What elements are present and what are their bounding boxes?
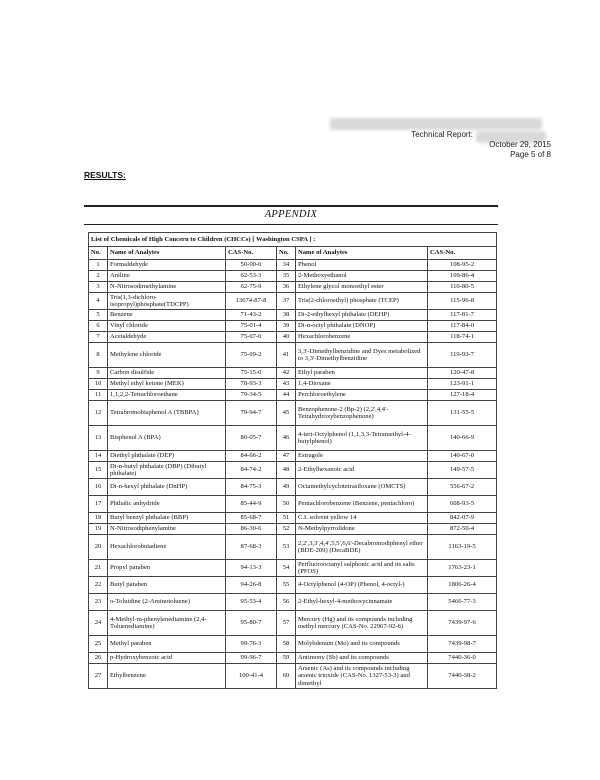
table-row (89, 426, 497, 451)
row-number: 14 (89, 451, 108, 462)
cas-number: 120-47-8 (428, 368, 497, 379)
cas-number: 95-80-7 (226, 611, 277, 636)
analyte-name: 1,1,2,2-Tetrachloroethane (108, 390, 226, 401)
row-number: 4 (89, 293, 108, 310)
analyte-name: Hexachlorobutadiene (108, 535, 226, 560)
row-number: 36 (277, 282, 296, 293)
row-number: 60 (277, 664, 296, 689)
cas-number: 117-81-7 (428, 310, 497, 321)
report-header (411, 130, 551, 160)
table-row (89, 390, 497, 401)
row-number: 6 (89, 321, 108, 332)
cas-number: 7439-98-7 (428, 636, 497, 653)
appendix-rule (84, 224, 498, 225)
header-cas: CAS-No. (428, 247, 497, 260)
table-row (89, 653, 497, 664)
row-number: 50 (277, 496, 296, 513)
table-row (89, 664, 497, 689)
table-body (89, 260, 497, 689)
report-label: Technical Report: (411, 130, 473, 139)
cas-number: 1763-23-1 (428, 560, 497, 577)
header-name: Name of Analytes (108, 247, 226, 260)
cas-number: 7439-97-6 (428, 611, 497, 636)
row-number: 22 (89, 577, 108, 594)
cas-number: 75-15-0 (226, 368, 277, 379)
analyte-name: Mercury (Hg) and its compounds including methyl mercury (CAS-No. 22967-92-6) (296, 611, 428, 636)
cas-number: 99-76-3 (226, 636, 277, 653)
row-number: 34 (277, 260, 296, 271)
analyte-name: Methylene chloride (108, 343, 226, 368)
cas-number: 109-86-4 (428, 271, 497, 282)
analyte-name: o-Toluidine (2-Aminotoluene) (108, 594, 226, 611)
row-number: 11 (89, 390, 108, 401)
analyte-name: C.I. solvent yellow 14 (296, 513, 428, 524)
cas-number: 80-05-7 (226, 426, 277, 451)
cas-number: 85-68-7 (226, 513, 277, 524)
analyte-name: Ethyl paraben (296, 368, 428, 379)
results-heading: RESULTS: (84, 170, 126, 180)
cas-number: 86-30-6 (226, 524, 277, 535)
table-row (89, 260, 497, 271)
cas-number: 84-75-3 (226, 479, 277, 496)
analyte-name: Ethylene glycol monoethyl ester (296, 282, 428, 293)
row-number: 40 (277, 332, 296, 343)
cas-number: 118-74-1 (428, 332, 497, 343)
table-row (89, 636, 497, 653)
row-number: 19 (89, 524, 108, 535)
analyte-name: Butyl benzyl phthalate (BBP) (108, 513, 226, 524)
table-row (89, 321, 497, 332)
analyte-name: Tris(2-chloroethyl) phosphate (TCEP) (296, 293, 428, 310)
analyte-name: Tris(1,3-dichloro-isopropyl)phosphate(TDCPP) (108, 293, 226, 310)
row-number: 13 (89, 426, 108, 451)
header-name: Name of Analytes (296, 247, 428, 260)
cas-number: 79-94-7 (226, 401, 277, 426)
cas-number: 62-75-9 (226, 282, 277, 293)
analyte-name: Acetaldehyde (108, 332, 226, 343)
row-number: 48 (277, 462, 296, 479)
appendix-title: APPENDIX (264, 209, 318, 220)
table-row (89, 513, 497, 524)
cas-number: 84-66-2 (226, 451, 277, 462)
cas-number: 84-74-2 (226, 462, 277, 479)
row-number: 27 (89, 664, 108, 689)
row-number: 46 (277, 426, 296, 451)
cas-number: 119-93-7 (428, 343, 497, 368)
analyte-name: Benzene (108, 310, 226, 321)
analyte-name: Methyl paraben (108, 636, 226, 653)
analyte-name: Molybdenum (Mo) and its compounds (296, 636, 428, 653)
table-row (89, 496, 497, 513)
report-date: October 29, 2015 (489, 140, 551, 149)
analyte-name: Vinyl chloride (108, 321, 226, 332)
row-number: 16 (89, 479, 108, 496)
analyte-name: Hexachlorobenzene (296, 332, 428, 343)
table-header-row (89, 247, 497, 260)
row-number: 44 (277, 390, 296, 401)
row-number: 12 (89, 401, 108, 426)
row-number: 39 (277, 321, 296, 332)
table-row (89, 611, 497, 636)
analyte-name: Estragole (296, 451, 428, 462)
table-row (89, 343, 497, 368)
redacted-text (330, 118, 542, 130)
header-no: No. (89, 247, 108, 260)
row-number: 3 (89, 282, 108, 293)
analyte-name: Octamethylcyclotetrasiloxane (OMCTS) (296, 479, 428, 496)
page-number: Page 5 of 8 (510, 150, 551, 159)
cas-number: 95-53-4 (226, 594, 277, 611)
analyte-name: 2,2',3,3',4,4',5,5',6,6'-Decabromodiphenyl ether (BDE-209) (DecaBDE) (296, 535, 428, 560)
cas-number: 115-96-8 (428, 293, 497, 310)
cas-number: 71-43-2 (226, 310, 277, 321)
analyte-name: 3,3'-Dimethylbenzidine and Dyes metabolized to 3,3'-Dimethylbenzidine (296, 343, 428, 368)
row-number: 38 (277, 310, 296, 321)
analyte-name: Tetrabromobisphenol A (TBBPA) (108, 401, 226, 426)
table-row (89, 332, 497, 343)
table-row (89, 401, 497, 426)
cas-number: 1806-26-4 (428, 577, 497, 594)
cas-number: 5466-77-3 (428, 594, 497, 611)
row-number: 35 (277, 271, 296, 282)
analyte-name: Phenol (296, 260, 428, 271)
table-row (89, 379, 497, 390)
analyte-name: Antimony (Sb) and its compounds (296, 653, 428, 664)
row-number: 53 (277, 535, 296, 560)
analyte-name: Di-2-ethylhexyl phthalate (DEHP) (296, 310, 428, 321)
analyte-name: Formaldehyde (108, 260, 226, 271)
analyte-name: Bisphenol A (BPA) (108, 426, 226, 451)
row-number: 7 (89, 332, 108, 343)
row-number: 21 (89, 560, 108, 577)
cas-number: 75-01-4 (226, 321, 277, 332)
row-number: 49 (277, 479, 296, 496)
row-number: 43 (277, 379, 296, 390)
analyte-name: N-Methylpyrrolidone (296, 524, 428, 535)
analyte-name: 1,4-Dioxane (296, 379, 428, 390)
row-number: 20 (89, 535, 108, 560)
table-row (89, 479, 497, 496)
analyte-name: Aniline (108, 271, 226, 282)
header-cas: CAS-No. (226, 247, 277, 260)
analyte-name: 4-Methyl-m-phenylenediamine (2,4-Toluenediamine) (108, 611, 226, 636)
row-number: 5 (89, 310, 108, 321)
analyte-name: Carbon disulfide (108, 368, 226, 379)
analyte-name: Perchloroethylene (296, 390, 428, 401)
analyte-name: Diethyl phthalate (DEP) (108, 451, 226, 462)
cas-number: 13674-87-8 (226, 293, 277, 310)
cas-number: 140-66-9 (428, 426, 497, 451)
table-row (89, 594, 497, 611)
row-number: 54 (277, 560, 296, 577)
table-row (89, 462, 497, 479)
row-number: 24 (89, 611, 108, 636)
row-number: 15 (89, 462, 108, 479)
cas-number: 123-91-1 (428, 379, 497, 390)
table-row (89, 282, 497, 293)
analyte-name: Arsenic (As) and its compounds including arsenic trioxide (CAS-No. 1327-53-3) and dimethyl (296, 664, 428, 689)
row-number: 26 (89, 653, 108, 664)
cas-number: 117-84-0 (428, 321, 497, 332)
table-row (89, 451, 497, 462)
table-row (89, 535, 497, 560)
row-number: 42 (277, 368, 296, 379)
cas-number: 608-93-5 (428, 496, 497, 513)
row-number: 47 (277, 451, 296, 462)
analyte-name: 2-Ethylhexanoic acid (296, 462, 428, 479)
analyte-name: Di-n-butyl phthalate (DBP) (Dibutyl phthalate) (108, 462, 226, 479)
row-number: 17 (89, 496, 108, 513)
cas-number: 108-95-2 (428, 260, 497, 271)
cas-number: 85-44-9 (226, 496, 277, 513)
row-number: 55 (277, 577, 296, 594)
analyte-name: Di-n-hexyl phthalate (DnHP) (108, 479, 226, 496)
cas-number: 100-41-4 (226, 664, 277, 689)
row-number: 1 (89, 260, 108, 271)
row-number: 25 (89, 636, 108, 653)
row-number: 51 (277, 513, 296, 524)
cas-number: 87-68-3 (226, 535, 277, 560)
row-number: 8 (89, 343, 108, 368)
table-row (89, 524, 497, 535)
cas-number: 127-18-4 (428, 390, 497, 401)
row-number: 57 (277, 611, 296, 636)
analyte-name: 4-Octylphenol (4-OP) (Phenol, 4-octyl-) (296, 577, 428, 594)
analyte-name: Pentachlorobenzene (Benzene, pentachloro) (296, 496, 428, 513)
row-number: 56 (277, 594, 296, 611)
table-caption: List of Chemicals of High Concern to Children (CHCCs) [ Washington CSPA ] : (89, 233, 497, 247)
row-number: 18 (89, 513, 108, 524)
table-row (89, 271, 497, 282)
top-rule (84, 205, 498, 207)
cas-number: 7440-38-2 (428, 664, 497, 689)
analyte-name: Ethylbenzene (108, 664, 226, 689)
table-row (89, 560, 497, 577)
analyte-name: Methyl ethyl ketone (MEK) (108, 379, 226, 390)
cas-number: 94-13-3 (226, 560, 277, 577)
analyte-name: 2-Ethyl-hexyl-4-methoxycinnamate (296, 594, 428, 611)
row-number: 9 (89, 368, 108, 379)
cas-number: 842-07-9 (428, 513, 497, 524)
cas-number: 556-67-2 (428, 479, 497, 496)
cas-number: 62-53-3 (226, 271, 277, 282)
header-no: No. (277, 247, 296, 260)
row-number: 59 (277, 653, 296, 664)
cas-number: 7440-36-0 (428, 653, 497, 664)
analyte-name: Di-n-octyl phthalate (DNOP) (296, 321, 428, 332)
analyte-name: Propyl paraben (108, 560, 226, 577)
cas-number: 110-80-5 (428, 282, 497, 293)
table-row (89, 310, 497, 321)
row-number: 10 (89, 379, 108, 390)
cas-number: 78-93-3 (226, 379, 277, 390)
table-row (89, 293, 497, 310)
table-row (89, 577, 497, 594)
row-number: 23 (89, 594, 108, 611)
cas-number: 149-57-5 (428, 462, 497, 479)
row-number: 58 (277, 636, 296, 653)
cas-number: 79-34-5 (226, 390, 277, 401)
row-number: 52 (277, 524, 296, 535)
table-row (89, 368, 497, 379)
row-number: 2 (89, 271, 108, 282)
cas-number: 94-26-8 (226, 577, 277, 594)
row-number: 41 (277, 343, 296, 368)
analyte-name: Butyl paraben (108, 577, 226, 594)
cas-number: 50-00-0 (226, 260, 277, 271)
analyte-name: N-Nitrosodiphenylamine (108, 524, 226, 535)
cas-number: 131-55-5 (428, 401, 497, 426)
cas-number: 872-50-4 (428, 524, 497, 535)
cas-number: 75-07-0 (226, 332, 277, 343)
cas-number: 75-09-2 (226, 343, 277, 368)
cas-number: 140-67-0 (428, 451, 497, 462)
row-number: 45 (277, 401, 296, 426)
analyte-name: 2-Methoxyethanol (296, 271, 428, 282)
cas-number: 99-96-7 (226, 653, 277, 664)
analyte-name: Benzophenone-2 (Bp-2) (2,2',4,4'-Tetrahydroxybenzophenone) (296, 401, 428, 426)
analyte-name: Perfluorooctanyl sulphonic acid and its salts (PFOS) (296, 560, 428, 577)
cas-number: 1163-19-5 (428, 535, 497, 560)
analyte-name: p-Hydroxybenzoic acid (108, 653, 226, 664)
analytes-table (88, 232, 497, 689)
row-number: 37 (277, 293, 296, 310)
analyte-name: 4-tert-Octylphenol (1,1,3,3-Tetramethyl-4-butylphenol) (296, 426, 428, 451)
analyte-name: N-Nitrosodimethylamine (108, 282, 226, 293)
analyte-name: Phthalic anhydride (108, 496, 226, 513)
